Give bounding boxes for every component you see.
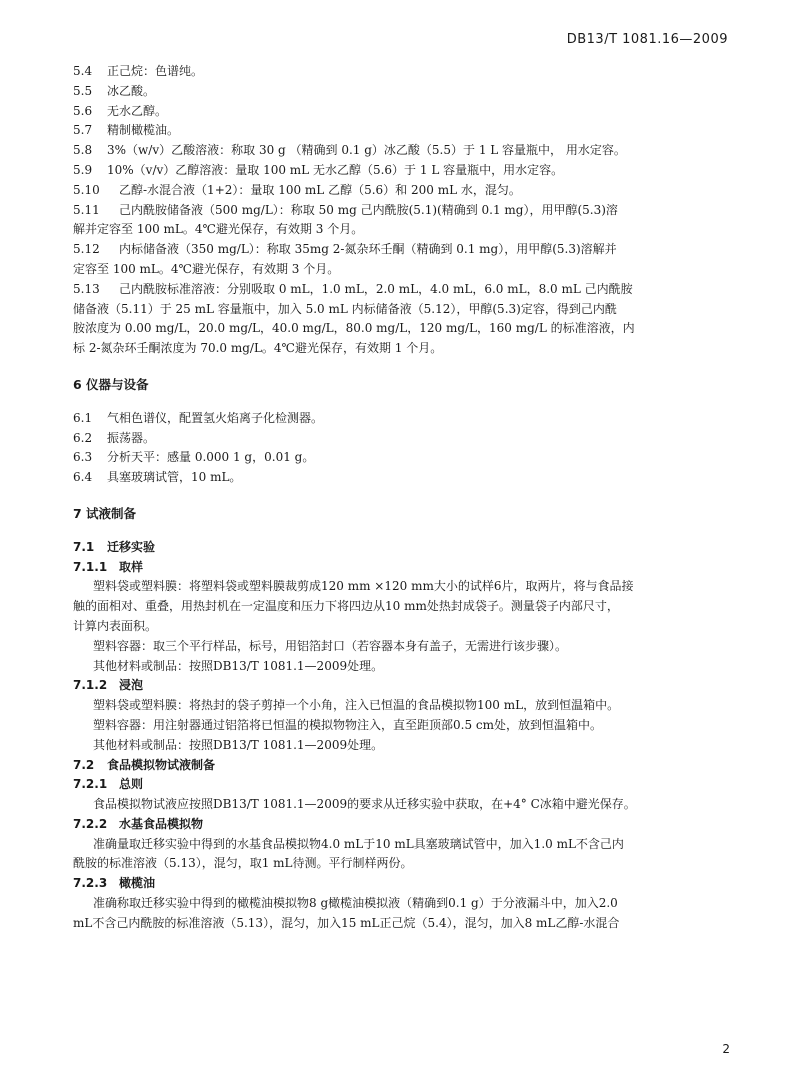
clause-text: 标 2-氮杂环壬酮浓度为 70.0 mg/L。4℃避光保存，有效期 1 个月。 (73, 341, 443, 356)
subsection-7-2-2 (73, 815, 733, 835)
clause-text: 10%（v/v）乙醇溶液：量取 100 mL 无水乙醇（5.6）于 1 L 容量瓶中，用水定容。 (107, 162, 564, 177)
subsection-7-2-3 (73, 874, 733, 894)
paragraph-text: 准确量取迁移实验中得到的水基食品模拟物4.0 mL于10 mL具塞玻璃试管中，加入1.0 mL不含己内 (93, 836, 624, 851)
subsection-title: 总则 (119, 777, 144, 792)
paragraph-text: 酰胺的标准溶液（5.13），混匀，取1 mL待测。平行制样两份。 (73, 856, 413, 871)
paragraph-text: 塑料容器：取三个平行样品，标号，用铝箔封口（若容器本身有盖子，无需进行该步骤）。 (93, 638, 568, 653)
clause-number: 5.8 (73, 143, 93, 158)
clause-6-2 (73, 429, 733, 449)
clause-number: 5.10 (73, 182, 100, 197)
paragraph (73, 736, 733, 756)
subsection-7-1-1 (73, 558, 733, 578)
clause-5-7 (73, 121, 733, 141)
clause-number: 7.1.1 (73, 559, 108, 574)
document-body (73, 62, 733, 934)
paragraph (73, 716, 733, 736)
clause-text: 具塞玻璃试管，10 mL。 (107, 470, 242, 485)
clause-5-12 (73, 240, 733, 260)
clause-number: 7.1.2 (73, 678, 108, 693)
clause-text: 解并定容至 100 mL。4℃避光保存，有效期 3 个月。 (73, 222, 364, 237)
paragraph (73, 894, 733, 914)
clause-text: 定容至 100 mL。4℃避光保存，有效期 3 个月。 (73, 261, 340, 276)
clause-text: 己内酰胺标准溶液：分别吸取 0 mL，1.0 mL，2.0 mL，4.0 mL，6.0 mL，8.0 mL 己内酰胺 (119, 281, 633, 296)
clause-6-4 (73, 468, 733, 488)
clause-5-9 (73, 161, 733, 181)
clause-text: 乙醇-水混合液（1+2）：量取 100 mL 乙醇（5.6）和 200 mL 水，混匀。 (119, 182, 521, 197)
paragraph-cont (73, 914, 733, 934)
clause-5-11 (73, 201, 733, 221)
clause-6-3 (73, 448, 733, 468)
clause-number: 7.2.1 (73, 777, 108, 792)
paragraph-text: 准确称取迁移实验中得到的橄榄油模拟物8 g橄榄油模拟液（精确到0.1 g）于分液漏斗中，加入2.0 (93, 896, 618, 911)
clause-number: 6.2 (73, 430, 93, 445)
paragraph (73, 696, 733, 716)
doc-id-header: DB13/T 1081.16—2009 (566, 32, 728, 47)
clause-text: 冰乙酸。 (107, 83, 156, 98)
paragraph-text: 塑料容器：用注射器通过铝箔将已恒温的模拟物物注入，直至距顶部0.5 cm处，放到恒温箱中。 (93, 717, 603, 732)
clause-5-12-cont (73, 260, 733, 280)
clause-number: 7.2.3 (73, 876, 108, 891)
clause-number: 6.1 (73, 410, 93, 425)
clause-5-13 (73, 280, 733, 300)
clause-number: 5.4 (73, 64, 93, 78)
paragraph-cont (73, 597, 733, 617)
paragraph-text: 计算内表面积。 (73, 618, 158, 633)
clause-5-10 (73, 181, 733, 201)
clause-number: 5.7 (73, 123, 93, 138)
clause-number: 6.4 (73, 470, 93, 485)
subsection-title: 迁移实验 (107, 539, 156, 554)
clause-text: 己内酰胺储备液（500 mg/L）：称取 50 mg 己内酰胺(5.1)(精确到 0.1 mg），用甲醇(5.3)溶 (119, 202, 618, 217)
clause-text: 胺浓度为 0.00 mg/L，20.0 mg/L，40.0 mg/L，80.0 mg/L，120 mg/L，160 mg/L 的标准溶液，内 (73, 321, 635, 336)
subsection-title: 取样 (119, 559, 144, 574)
paragraph-cont (73, 854, 733, 874)
clause-text: 储备液（5.11）于 25 mL 容量瓶中，加入 5.0 mL 内标储备液（5.12），甲醇(5.3)定容，得到己内酰 (73, 301, 617, 316)
section-heading-7: 7 试液制备 (73, 505, 137, 521)
clause-5-8 (73, 141, 733, 161)
clause-number: 7.2.2 (73, 816, 108, 831)
paragraph (73, 835, 733, 855)
clause-text: 3%（w/v）乙酸溶液：称取 30 g （精确到 0.1 g）冰乙酸（5.5）于 1 L 容量瓶中， 用水定容。 (107, 143, 626, 158)
clause-5-13-cont (73, 319, 733, 339)
clause-text: 无水乙醇。 (107, 103, 168, 118)
subsection-7-1 (73, 538, 733, 558)
clause-number: 7.2 (73, 757, 95, 772)
paragraph-text: 触的面相对、重叠，用热封机在一定温度和压力下将四边从10 mm处热封成袋子。测量袋子内部尺寸， (73, 599, 619, 614)
clause-number: 6.3 (73, 450, 93, 465)
subsection-title: 食品模拟物试液制备 (107, 757, 216, 772)
subsection-7-2-1 (73, 775, 733, 795)
clause-5-11-cont (73, 220, 733, 240)
paragraph-text: 其他材料或制品：按照DB13/T 1081.1—2009处理。 (93, 658, 384, 673)
paragraph (73, 795, 733, 815)
clause-5-6 (73, 102, 733, 122)
clause-number: 5.12 (73, 242, 100, 257)
clause-5-13-cont (73, 339, 733, 359)
clause-text: 正己烷：色谱纯。 (107, 64, 204, 78)
subsection-title: 橄榄油 (119, 876, 156, 891)
paragraph-cont (73, 617, 733, 637)
clause-text: 精制橄榄油。 (107, 123, 180, 138)
clause-text: 内标储备液（350 mg/L）：称取 35mg 2-氮杂环壬酮（精确到 0.1 mg），用甲醇(5.3)溶解并 (119, 242, 617, 257)
paragraph-text: mL不含己内酰胺的标准溶液（5.13），混匀，加入15 mL正己烷（5.4），混匀，加入8 mL乙醇-水混合 (73, 915, 620, 930)
clause-number: 5.6 (73, 103, 93, 118)
paragraph (73, 637, 733, 657)
clause-5-4 (73, 62, 733, 82)
paragraph (73, 577, 733, 597)
paragraph-text: 塑料袋或塑料膜：将塑料袋或塑料膜裁剪成120 mm ×120 mm大小的试样6片，取两片，将与食品接 (93, 579, 634, 594)
clause-6-1 (73, 409, 733, 429)
clause-number: 5.9 (73, 162, 93, 177)
subsection-7-2 (73, 756, 733, 776)
subsection-title: 浸泡 (119, 678, 144, 693)
clause-text: 分析天平：感量 0.000 1 g，0.01 g。 (107, 450, 315, 465)
paragraph-text: 食品模拟物试液应按照DB13/T 1081.1—2009的要求从迁移实验中获取，在+4° C冰箱中避光保存。 (93, 797, 636, 812)
clause-5-5 (73, 82, 733, 102)
page-number: 2 (722, 1042, 730, 1056)
clause-text: 振荡器。 (107, 430, 156, 445)
paragraph-text: 塑料袋或塑料膜：将热封的袋子剪掉一个小角，注入已恒温的食品模拟物100 mL，放到恒温箱中。 (93, 698, 620, 713)
clause-number: 7.1 (73, 539, 95, 554)
section-heading-6: 6 仪器与设备 (73, 376, 149, 392)
paragraph-text: 其他材料或制品：按照DB13/T 1081.1—2009处理。 (93, 737, 384, 752)
subsection-7-1-2 (73, 676, 733, 696)
clause-number: 5.13 (73, 281, 100, 296)
clause-text: 气相色谱仪，配置氢火焰离子化检测器。 (107, 410, 324, 425)
paragraph (73, 657, 733, 677)
clause-5-13-cont (73, 300, 733, 320)
subsection-title: 水基食品模拟物 (119, 816, 204, 831)
clause-number: 5.5 (73, 83, 93, 98)
clause-number: 5.11 (73, 202, 100, 217)
